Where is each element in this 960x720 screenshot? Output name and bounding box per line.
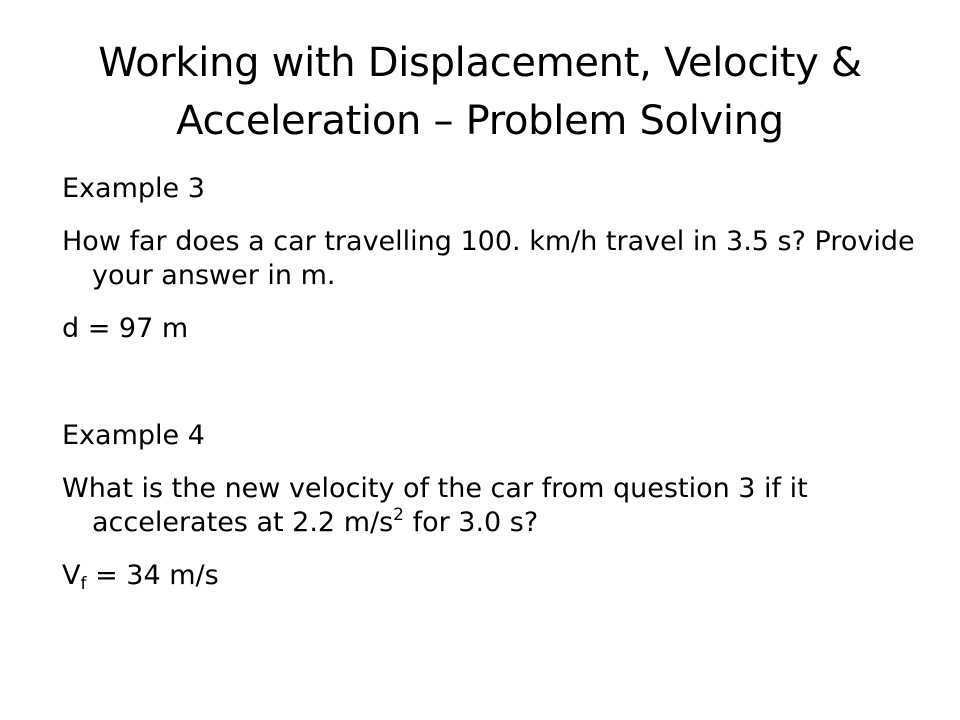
example-3-question: How far does a car travelling 100. km/h travel in 3.5 s? Provide your answer in m. [62,226,915,291]
example-4-answer [62,559,922,593]
example-4-question-text: What is the new velocity of the car from question 3 if it accelerates at 2.2 m/s [62,473,808,538]
slide-body [62,172,922,593]
velocity-value: = 34 m/s [86,560,219,591]
slide-title [40,34,920,150]
slide-title-line-1: Working with Displacement, Velocity & [98,40,862,86]
velocity-subscript: f [80,574,87,594]
example-4-question [62,472,922,540]
example-4-question-end: for 3.0 s? [403,507,539,538]
example-3-heading: Example 3 [62,173,205,204]
slide-title-line-2: Acceleration – Problem Solving [176,98,784,144]
velocity-symbol: V [62,560,81,591]
example-4-heading: Example 4 [62,420,205,451]
exponent-2: 2 [393,505,404,525]
example-3-answer: d = 97 m [62,313,189,344]
